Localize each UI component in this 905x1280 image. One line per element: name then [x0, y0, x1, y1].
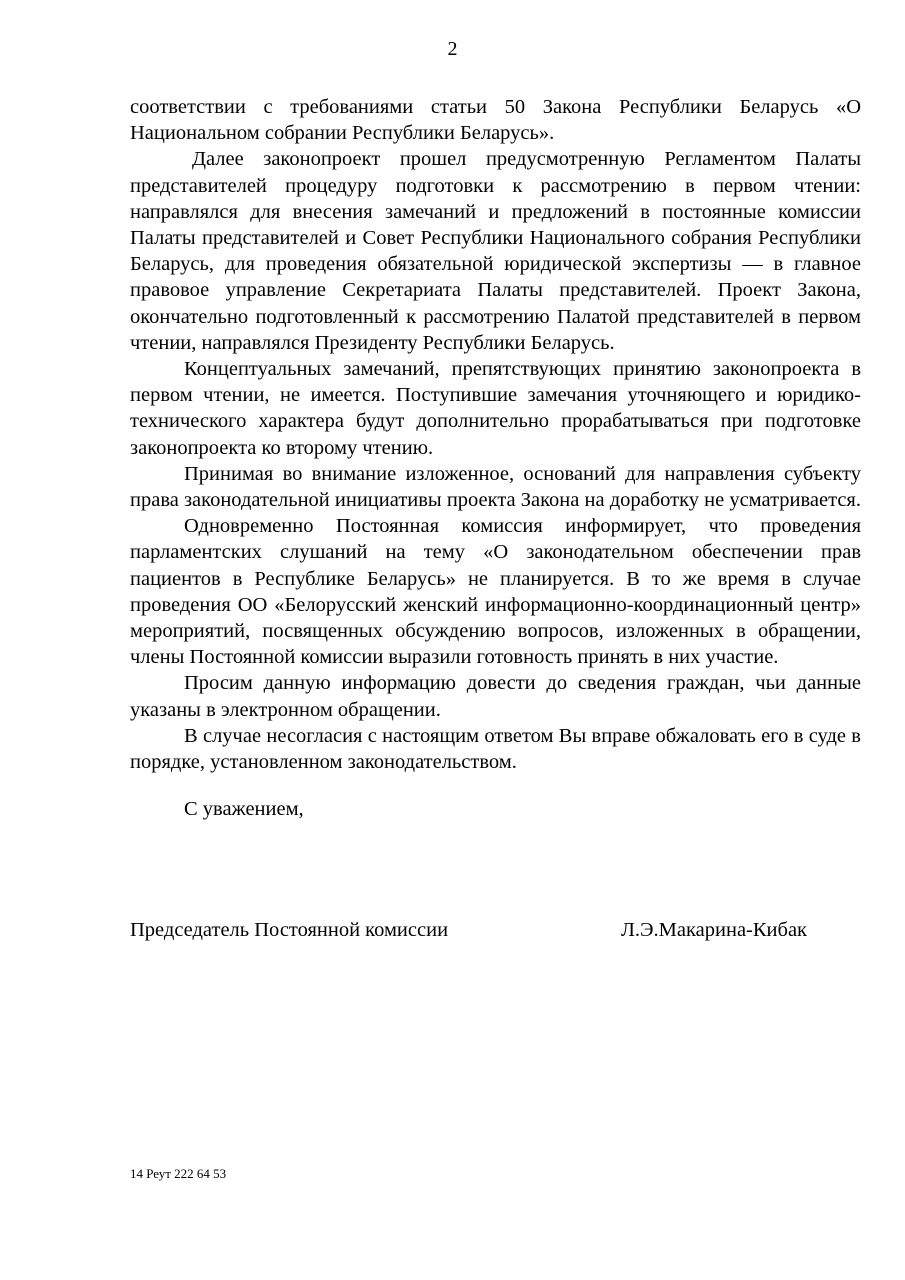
executor-note: 14 Реут 222 64 53 [130, 1166, 227, 1181]
paragraph-hearings: Одновременно Постоянная комиссия информирует, что проведения парламентских слушаний на тему «О законодательном обеспечении прав пациентов в Республике Беларусь» не планируется. В то же время в случае проведения ОО «Белорусский женский информационно-координационный центр» мероприятий, посвященных обсуждению вопросов, изложенных в обращении, члены Постоянной комиссии выразили готовность принять в них участие. [130, 515, 861, 669]
paragraph-bill-procedure: Далее законопроект прошел предусмотренную Регламентом Палаты представителей процедуру подготовки к рассмотрению в первом чтении: направлялся для внесения замечаний и предложений в постоянные комиссии Палаты представителей и Совет Республики Национального собрания Республики Беларусь, для проведения обязательной юридической экспертизы — в главное правовое управление Секретариата Палаты представителей. Проект Закона, окончательно подготовленный к рассмотрению Палатой представителей в первом чтении, направлялся Президенту Республики Беларусь. [130, 148, 861, 354]
letter-body [130, 94, 861, 822]
page-number: 2 [447, 38, 458, 60]
paragraph-continuation: соответствии с требованиями статьи 50 Закона Республики Беларусь «О Национальном собрании Республики Беларусь». [130, 96, 861, 145]
paragraph-appeal-rights: В случае несогласия с настоящим ответом Вы вправе обжаловать его в суде в порядке, установленном законодательством. [130, 724, 861, 774]
signatory-position: Председатель Постоянной комиссии [130, 919, 449, 941]
paragraph-no-grounds: Принимая во внимание изложенное, оснований для направления субъекту права законодательной инициативы проекта Закона на доработку не усматривается. [130, 462, 861, 512]
closing-greeting: С уважением, [184, 798, 304, 821]
signatory-name: Л.Э.Макарина-Кибак [621, 919, 808, 941]
paragraph-no-objections: Концептуальных замечаний, препятствующих принятию законопроекта в первом чтении, не имеется. Поступившие замечания уточняющего и юридико-технического характера будут дополнительно прорабатываться при подготовке законопроекта ко второму чтению. [130, 358, 861, 459]
paragraph-inform-citizens: Просим данную информацию довести до сведения граждан, чьи данные указаны в электронном обращении. [130, 672, 861, 721]
